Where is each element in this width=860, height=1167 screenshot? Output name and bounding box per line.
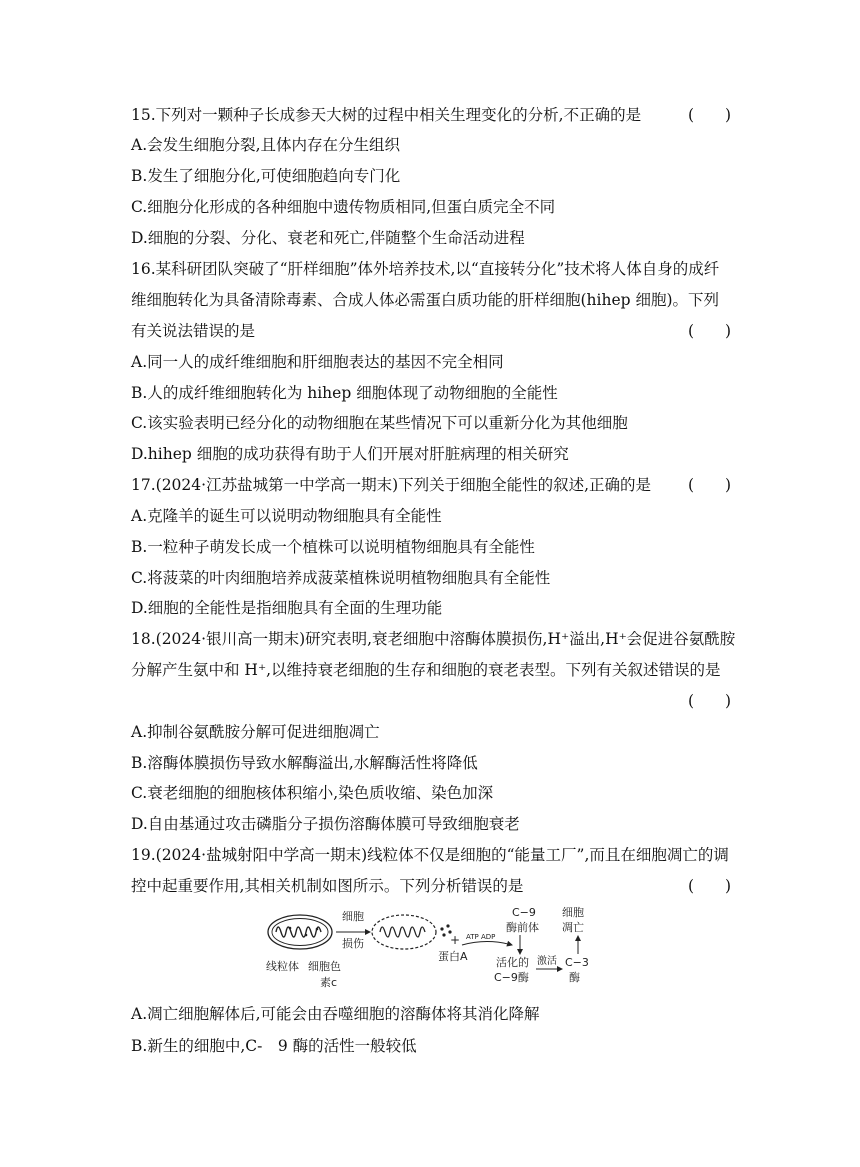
q16-stem-line2: 维细胞转化为具备清除毒素、合成人体必需蛋白质功能的肝样细胞(hihep 细胞)。下列 (131, 291, 720, 309)
apoptosis-label-1: 细胞 (562, 906, 584, 919)
q17-answer-bracket: ( ) (688, 476, 732, 494)
cytochrome-c-label-2: 素c (320, 976, 338, 989)
q18-option-c: C.衰老细胞的细胞核体积缩小,染色质收缩、染色加深 (131, 784, 494, 802)
q18-answer-bracket: ( ) (688, 692, 732, 710)
q17-option-b: B.一粒种子萌发长成一个植株可以说明植物细胞具有全能性 (131, 538, 535, 556)
q16-option-c: C.该实验表明已经分化的动物细胞在某些情况下可以重新分化为其他细胞 (131, 414, 628, 432)
q17-option-c: C.将菠菜的叶肉细胞培养成菠菜植株说明植物细胞具有全能性 (131, 569, 551, 587)
q16-stem-line1: 16.某科研团队突破了“肝样细胞”体外培养技术,以“直接转分化”技术将人体自身的成纤 (131, 260, 720, 278)
apoptosis-label-2: 凋亡 (562, 921, 584, 934)
q19-option-b: B.新生的细胞中,C‑ 9 酶的活性一般较低 (131, 1037, 417, 1055)
damaged-mitochondrion-icon (372, 915, 436, 949)
q17-option-d: D.细胞的全能性是指细胞具有全面的生理功能 (131, 599, 443, 617)
cytochrome-c-label-1: 细胞色 (308, 960, 341, 973)
atp-adp-label: ATP ADP (466, 933, 496, 941)
c9-precursor-label-1: C−9 (512, 906, 536, 919)
q18-option-d: D.自由基通过攻击磷脂分子损伤溶酶体膜可导致细胞衰老 (131, 815, 520, 833)
q17-stem: 17.(2024·江苏盐城第一中学高一期末)下列关于细胞全能性的叙述,正确的是 (131, 476, 652, 494)
q19-option-a: A.凋亡细胞解体后,可能会由吞噬细胞的溶酶体将其消化降解 (131, 1005, 540, 1023)
activate-label: 激活 (537, 956, 557, 967)
q19-answer-bracket: ( ) (688, 877, 732, 895)
q19-stem-line1: 19.(2024·盐城射阳中学高一期末)线粒体不仅是细胞的“能量工厂”,而且在细胞凋亡的调 (131, 846, 729, 864)
mitochondrion-icon (268, 915, 332, 949)
q16-option-d: D.hihep 细胞的成功获得有助于人们开展对肝脏病理的相关研究 (131, 445, 569, 463)
q19-stem-line2: 控中起重要作用,其相关机制如图所示。下列分析错误的是 (131, 877, 524, 895)
q16-answer-bracket: ( ) (688, 322, 732, 340)
q18-stem-line1: 18.(2024·银川高一期末)研究表明,衰老细胞中溶酶体膜损伤,H⁺溢出,H⁺会促进谷氨酰胺 (131, 630, 736, 648)
q18-option-b: B.溶酶体膜损伤导致水解酶溢出,水解酶活性将降低 (131, 754, 478, 772)
c3-label-2: 酶 (569, 971, 580, 984)
q15-option-d: D.细胞的分裂、分化、衰老和死亡,伴随整个生命活动进程 (131, 229, 525, 247)
plus-sign: + (450, 933, 461, 947)
damage-label-1: 细胞 (342, 910, 364, 923)
q18-stem-line2: 分解产生氨中和 H⁺,以维持衰老细胞的生存和细胞的衰老表型。下列有关叙述错误的是 (131, 661, 721, 679)
q16-stem-line3: 有关说法错误的是 (131, 322, 256, 340)
mitochondria-apoptosis-figure (262, 902, 592, 994)
q15-answer-bracket: ( ) (688, 106, 732, 124)
q15-stem: 15.下列对一颗种子长成参天大树的过程中相关生理变化的分析,不正确的是 (131, 106, 642, 124)
damage-label-2: 损伤 (342, 937, 364, 950)
q16-option-b: B.人的成纤维细胞转化为 hihep 细胞体现了动物细胞的全能性 (131, 384, 558, 402)
q16-option-a: A.同一人的成纤维细胞和肝细胞表达的基因不完全相同 (131, 353, 504, 371)
q15-option-a: A.会发生细胞分裂,且体内存在分生组织 (131, 136, 401, 154)
protein-a-label: 蛋白A (438, 950, 468, 963)
q15-option-b: B.发生了细胞分化,可使细胞趋向专门化 (131, 167, 401, 185)
q15-option-c: C.细胞分化形成的各种细胞中遗传物质相同,但蛋白质完全不同 (131, 198, 556, 216)
c9-precursor-label-2: 酶前体 (506, 921, 539, 934)
mitochondria-label: 线粒体 (266, 960, 299, 973)
c3-label-1: C−3 (565, 956, 589, 969)
q17-option-a: A.克隆羊的诞生可以说明动物细胞具有全能性 (131, 507, 442, 525)
active-c9-label-1: 活化的 (496, 956, 529, 969)
q18-option-a: A.抑制谷氨酰胺分解可促进细胞凋亡 (131, 723, 380, 741)
active-c9-label-2: C−9酶 (494, 971, 529, 984)
